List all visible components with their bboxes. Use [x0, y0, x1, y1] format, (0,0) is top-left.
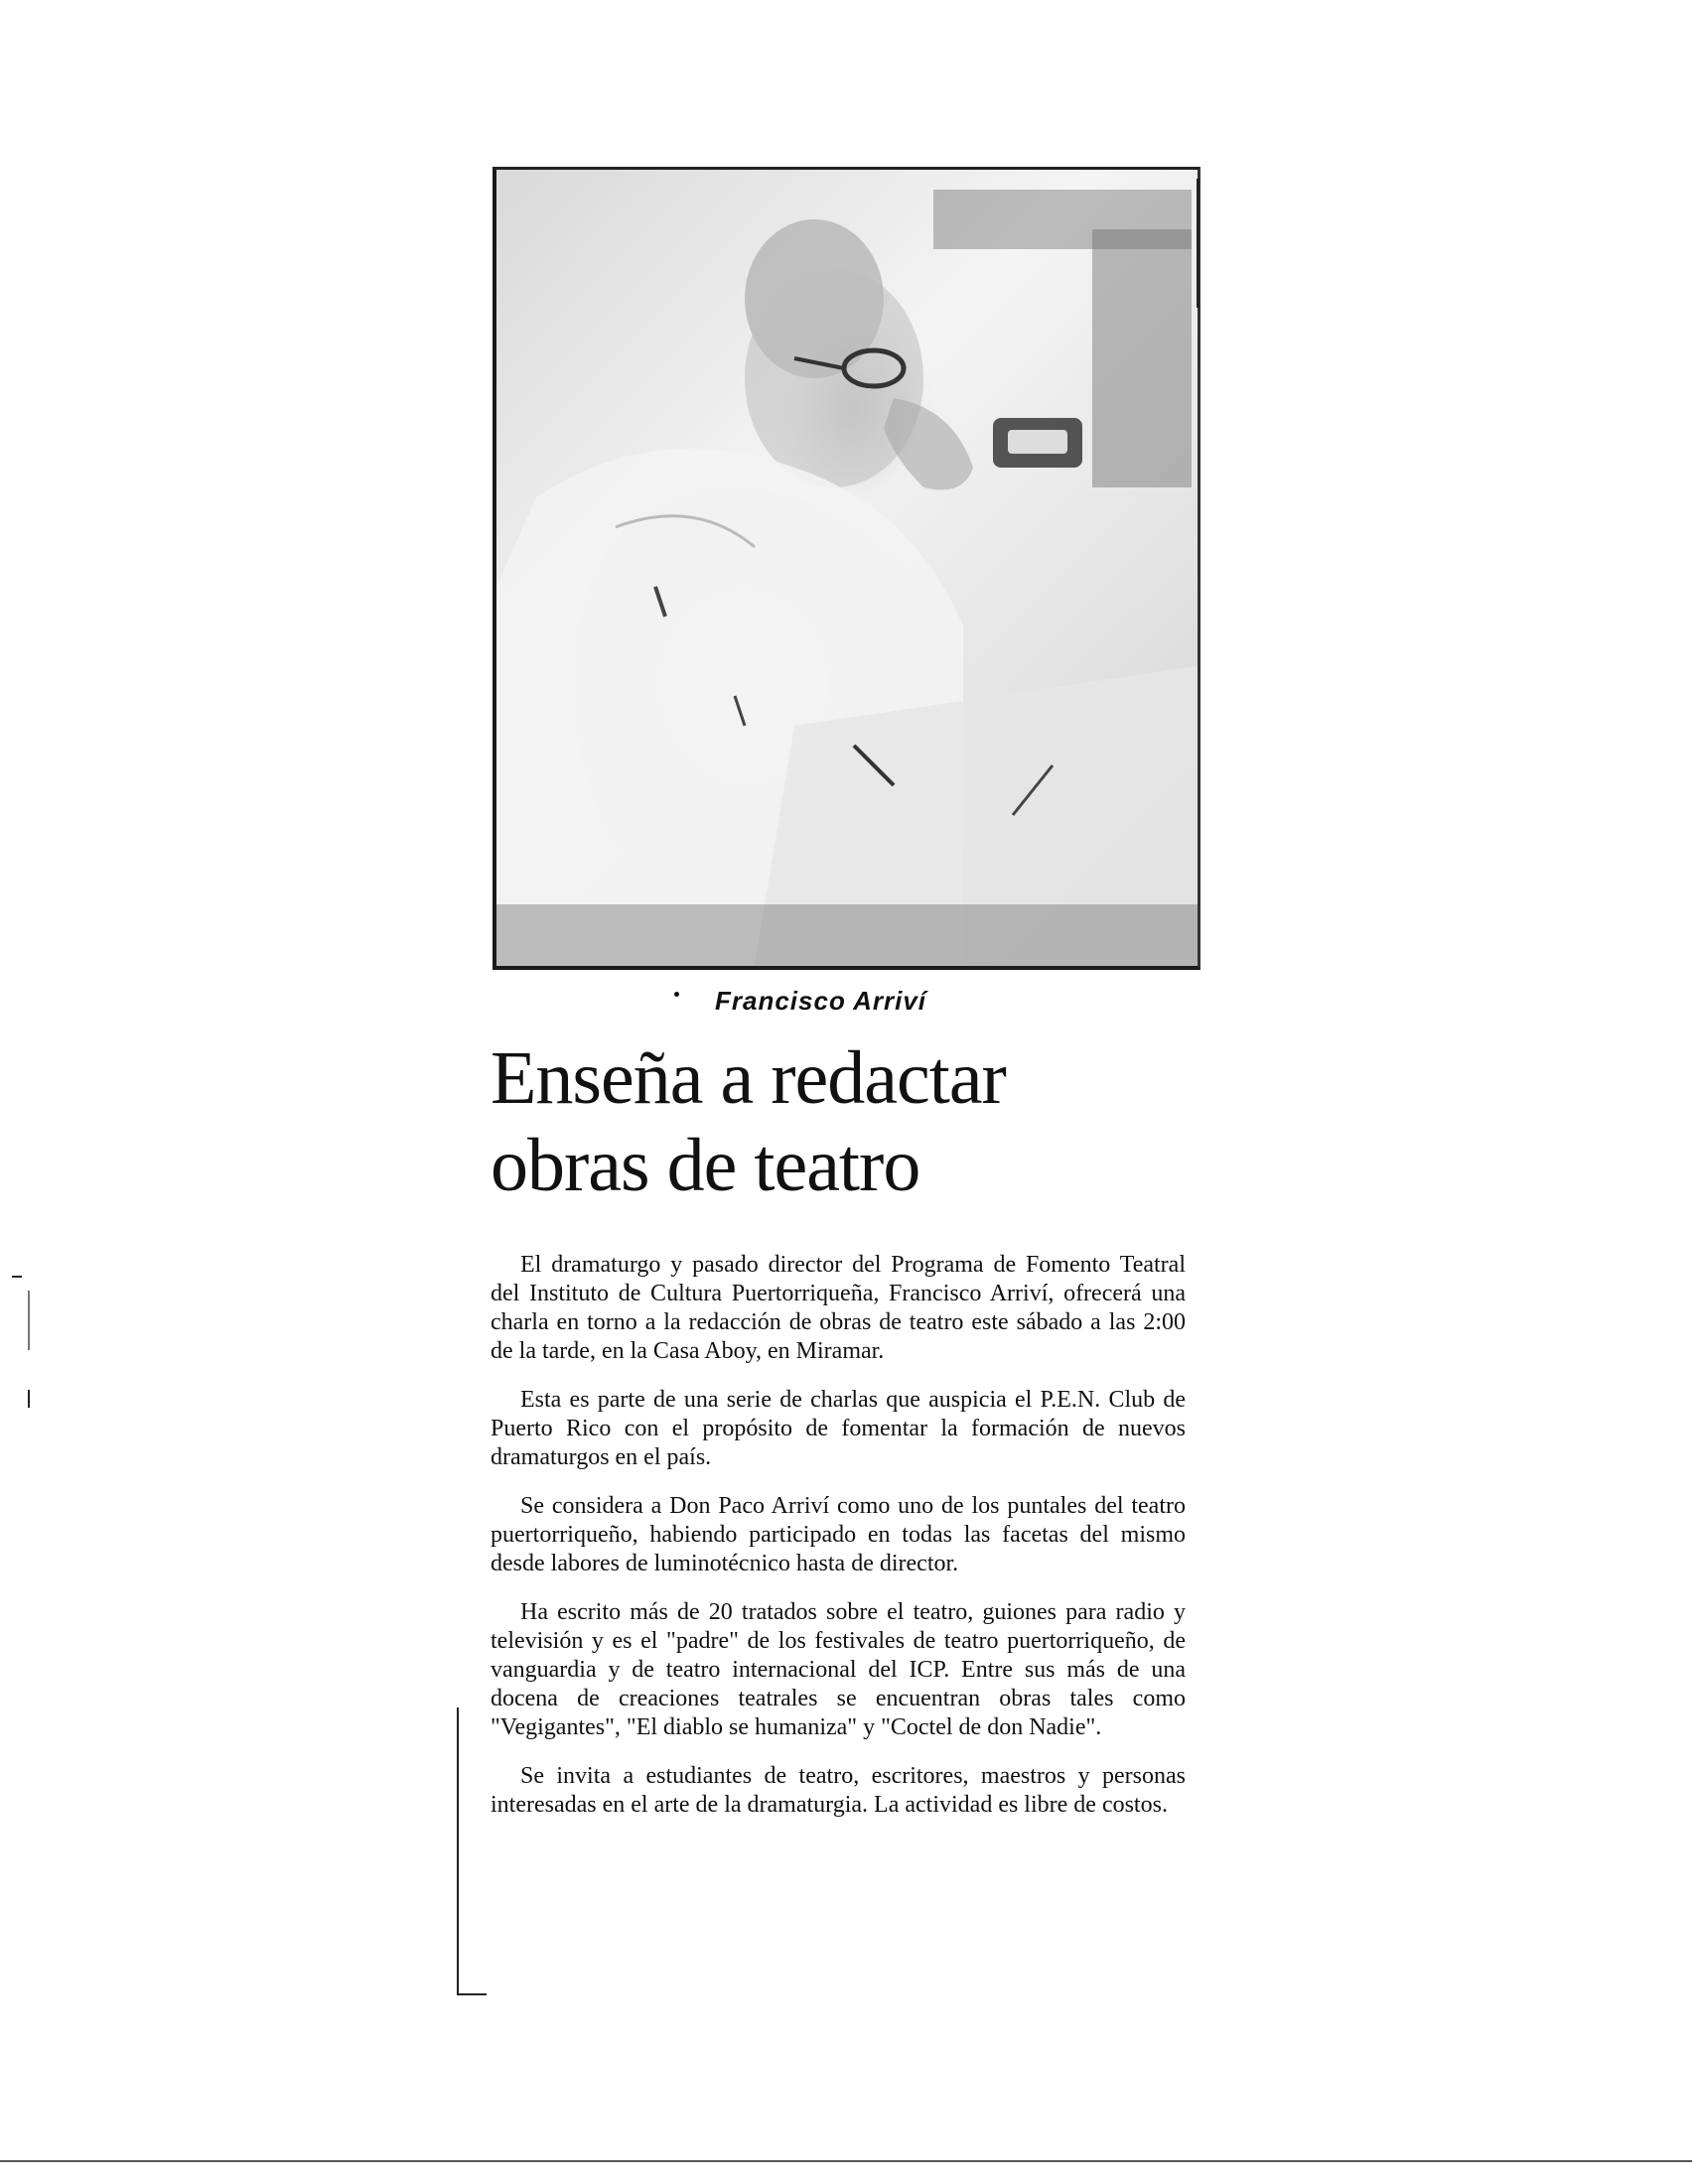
caption-text: Francisco Arriví: [715, 986, 927, 1016]
headline-line-2: obras de teatro: [491, 1124, 920, 1207]
right-edge-mark: [1197, 179, 1199, 308]
left-margin-dots: [28, 1291, 30, 1350]
headline: [491, 1034, 1205, 1209]
bottom-rule: [0, 2160, 1692, 2162]
photo-illustration: [496, 170, 1198, 966]
portrait-photo: [493, 167, 1200, 970]
paragraph-2: Esta es parte de una serie de charlas que auspicia el P.E.N. Club de Puerto Rico con el propósito de fomentar la formación de nuevos dramaturgos en el país.: [491, 1387, 1186, 1470]
caption-bullet: [674, 992, 679, 997]
left-margin-tick: [12, 1276, 22, 1278]
article-body: [491, 1251, 1186, 1840]
paragraph-3: Se considera a Don Paco Arriví como uno de los puntales del teatro puertorriqueño, habiendo participado en todas las facetas del mismo desde labores de luminotécnico hasta de director.: [491, 1493, 1186, 1576]
paragraph-5: Se invita a estudiantes de teatro, escritores, maestros y personas interesadas en el arte de la dramaturgia. La actividad es libre de costos.: [491, 1763, 1186, 1818]
column-bracket-vertical: [457, 1707, 459, 1995]
paragraph-4: Ha escrito más de 20 tratados sobre el teatro, guiones para radio y televisión y es el "padre" de los festivales de teatro puertorriqueño, de vanguardia y de teatro internacional del ICP. Entre sus más de una docena de creaciones teatrales se encuentran obras tales como "Vegigantes", "El diablo se humaniza" y "Coctel de don Nadie".: [491, 1599, 1186, 1740]
paragraph-1: El dramaturgo y pasado director del Programa de Fomento Teatral del Instituto de Cultura Puertorriqueña, Francisco Arriví, ofrecerá una charla en torno a la redacción de obras de teatro este sábado a las 2:00 de la tarde, en la Casa Aboy, en Miramar.: [491, 1252, 1186, 1364]
photo-caption: [675, 986, 1092, 1017]
column-bracket-foot: [457, 1993, 487, 1995]
left-margin-dash: [28, 1390, 30, 1408]
headline-line-1: Enseña a redactar: [491, 1036, 1006, 1120]
